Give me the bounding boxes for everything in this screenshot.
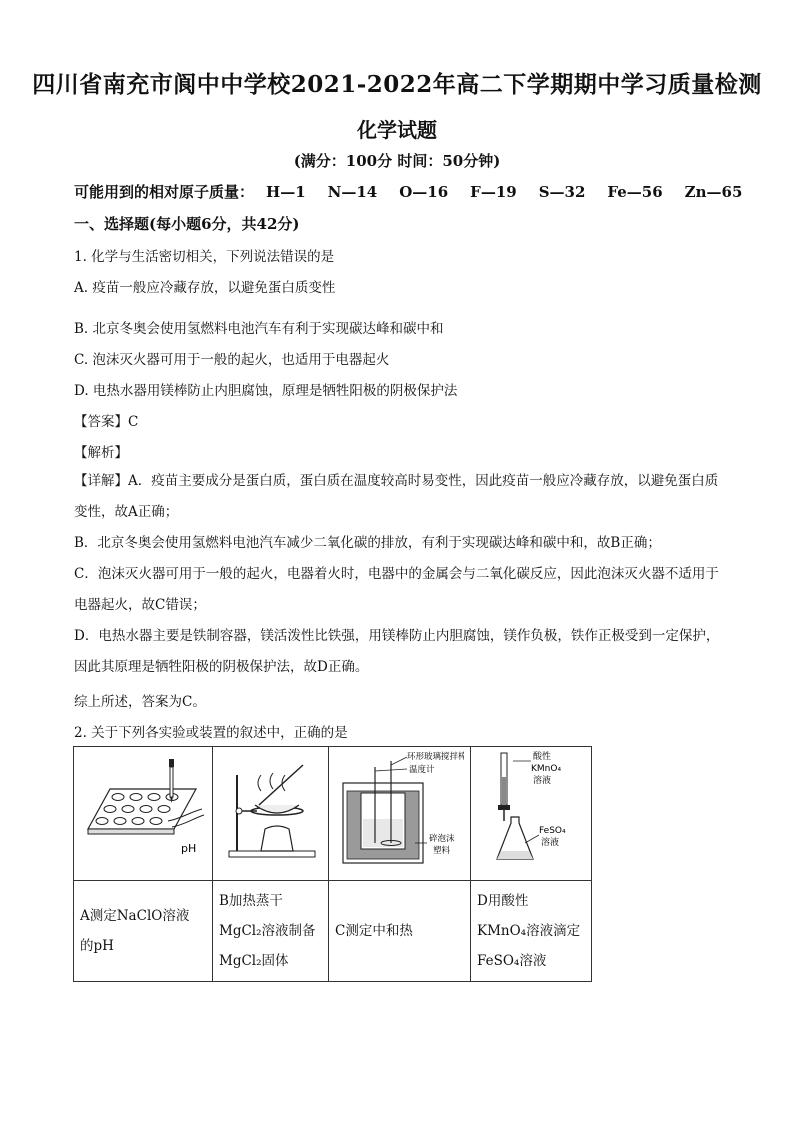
ph-paper-label: pH	[181, 842, 197, 855]
atomic-mass-item: S—32	[538, 183, 586, 201]
q1-answer: 【答案】C	[74, 414, 139, 430]
atomic-masses-label: 可能用到的相对原子质量：	[74, 183, 255, 201]
feso4-label-1: FeSO₄	[539, 826, 566, 836]
q2-option-a: A测定NaClO溶液 的pH	[74, 881, 213, 982]
spot-plate-figure	[80, 747, 206, 869]
kmno4-label-1: 酸性	[533, 752, 552, 762]
atomic-mass-item: Fe—56	[607, 183, 663, 201]
calorimeter-figure	[335, 747, 464, 869]
evaporating-dish-figure	[219, 747, 322, 869]
exam-meta: (满分：100分 时间：50分钟)	[293, 152, 501, 170]
section-heading: 一、选择题(每小题6分，共42分)	[74, 215, 300, 233]
titration-figure	[477, 747, 585, 869]
q1-summary: 综上所述，答案为C。	[74, 694, 206, 710]
kmno4-label-2: KMnO₄	[531, 764, 562, 774]
q1-detail-a: 【详解】A．疫苗主要成分是蛋白质，蛋白质在温度较高时易变性，因此疫苗一般应冷藏存放，以避免蛋白质变性，故A正确；	[74, 473, 719, 520]
q1-detail-c: C．泡沫灭火器可用于一般的起火，电器着火时，电器中的金属会与二氧化碳反应，因此泡沫灭火器不适用于电器起火，故C错误；	[74, 566, 719, 613]
q1-stem: 1. 化学与生活密切相关，下列说法错误的是	[74, 249, 335, 265]
atomic-mass-item: F—19	[470, 183, 517, 201]
q2-figure-c-cell	[329, 747, 471, 881]
q1-option-b: B. 北京冬奥会使用氢燃料电池汽车有利于实现碳达峰和碳中和	[74, 321, 444, 337]
q2-option-d: D用酸性 KMnO₄溶液滴定 FeSO₄溶液	[471, 881, 592, 982]
thermometer-label: 温度计	[409, 765, 435, 775]
q1-option-c: C. 泡沫灭火器可用于一般的起火，也适用于电器起火	[74, 352, 390, 368]
atomic-mass-item: Zn—65	[684, 183, 743, 201]
q2-options-table	[73, 746, 592, 982]
foam-label-2: 塑料	[433, 846, 451, 856]
subject-title: 化学试题	[357, 118, 437, 142]
atomic-mass-item: N—14	[327, 183, 378, 201]
q2-option-b: B加热蒸干 MgCl₂溶液制备 MgCl₂固体	[213, 881, 329, 982]
atomic-masses	[74, 181, 764, 202]
q2-stem: 2. 关于下列各实验或装置的叙述中，正确的是	[74, 725, 348, 741]
kmno4-label-3: 溶液	[533, 776, 552, 786]
q2-option-c: C测定中和热	[329, 881, 471, 982]
q1-analysis-label: 【解析】	[74, 445, 128, 461]
feso4-label-2: 溶液	[541, 838, 560, 848]
q1-option-a: A. 疫苗一般应冷藏存放，以避免蛋白质变性	[74, 280, 336, 296]
q1-option-d: D. 电热水器用镁棒防止内胆腐蚀，原理是牺牲阳极的阴极保护法	[74, 383, 458, 399]
stirrer-label: 环形玻璃搅拌棒	[407, 752, 464, 762]
atomic-mass-item: O—16	[399, 183, 449, 201]
q2-figure-a-cell	[74, 747, 213, 881]
q1-detail-b: B．北京冬奥会使用氢燃料电池汽车减少二氧化碳的排放，有利于实现碳达峰和碳中和，故B正确；	[74, 535, 661, 551]
foam-label-1: 碎泡沫	[429, 834, 455, 844]
q1-detail-d: D．电热水器主要是铁制容器，镁活泼性比铁强，用镁棒防止内胆腐蚀，镁作负极，铁作正极受到一定保护，因此其原理是牺牲阳极的阴极保护法，故D正确。	[74, 628, 720, 675]
q2-figure-b-cell	[213, 747, 329, 881]
q2-figure-d-cell	[471, 747, 592, 881]
exam-title: 四川省南充市阆中中学校2021-2022年高二下学期期中学习质量检测	[32, 71, 762, 98]
atomic-mass-item: H—1	[266, 183, 306, 201]
